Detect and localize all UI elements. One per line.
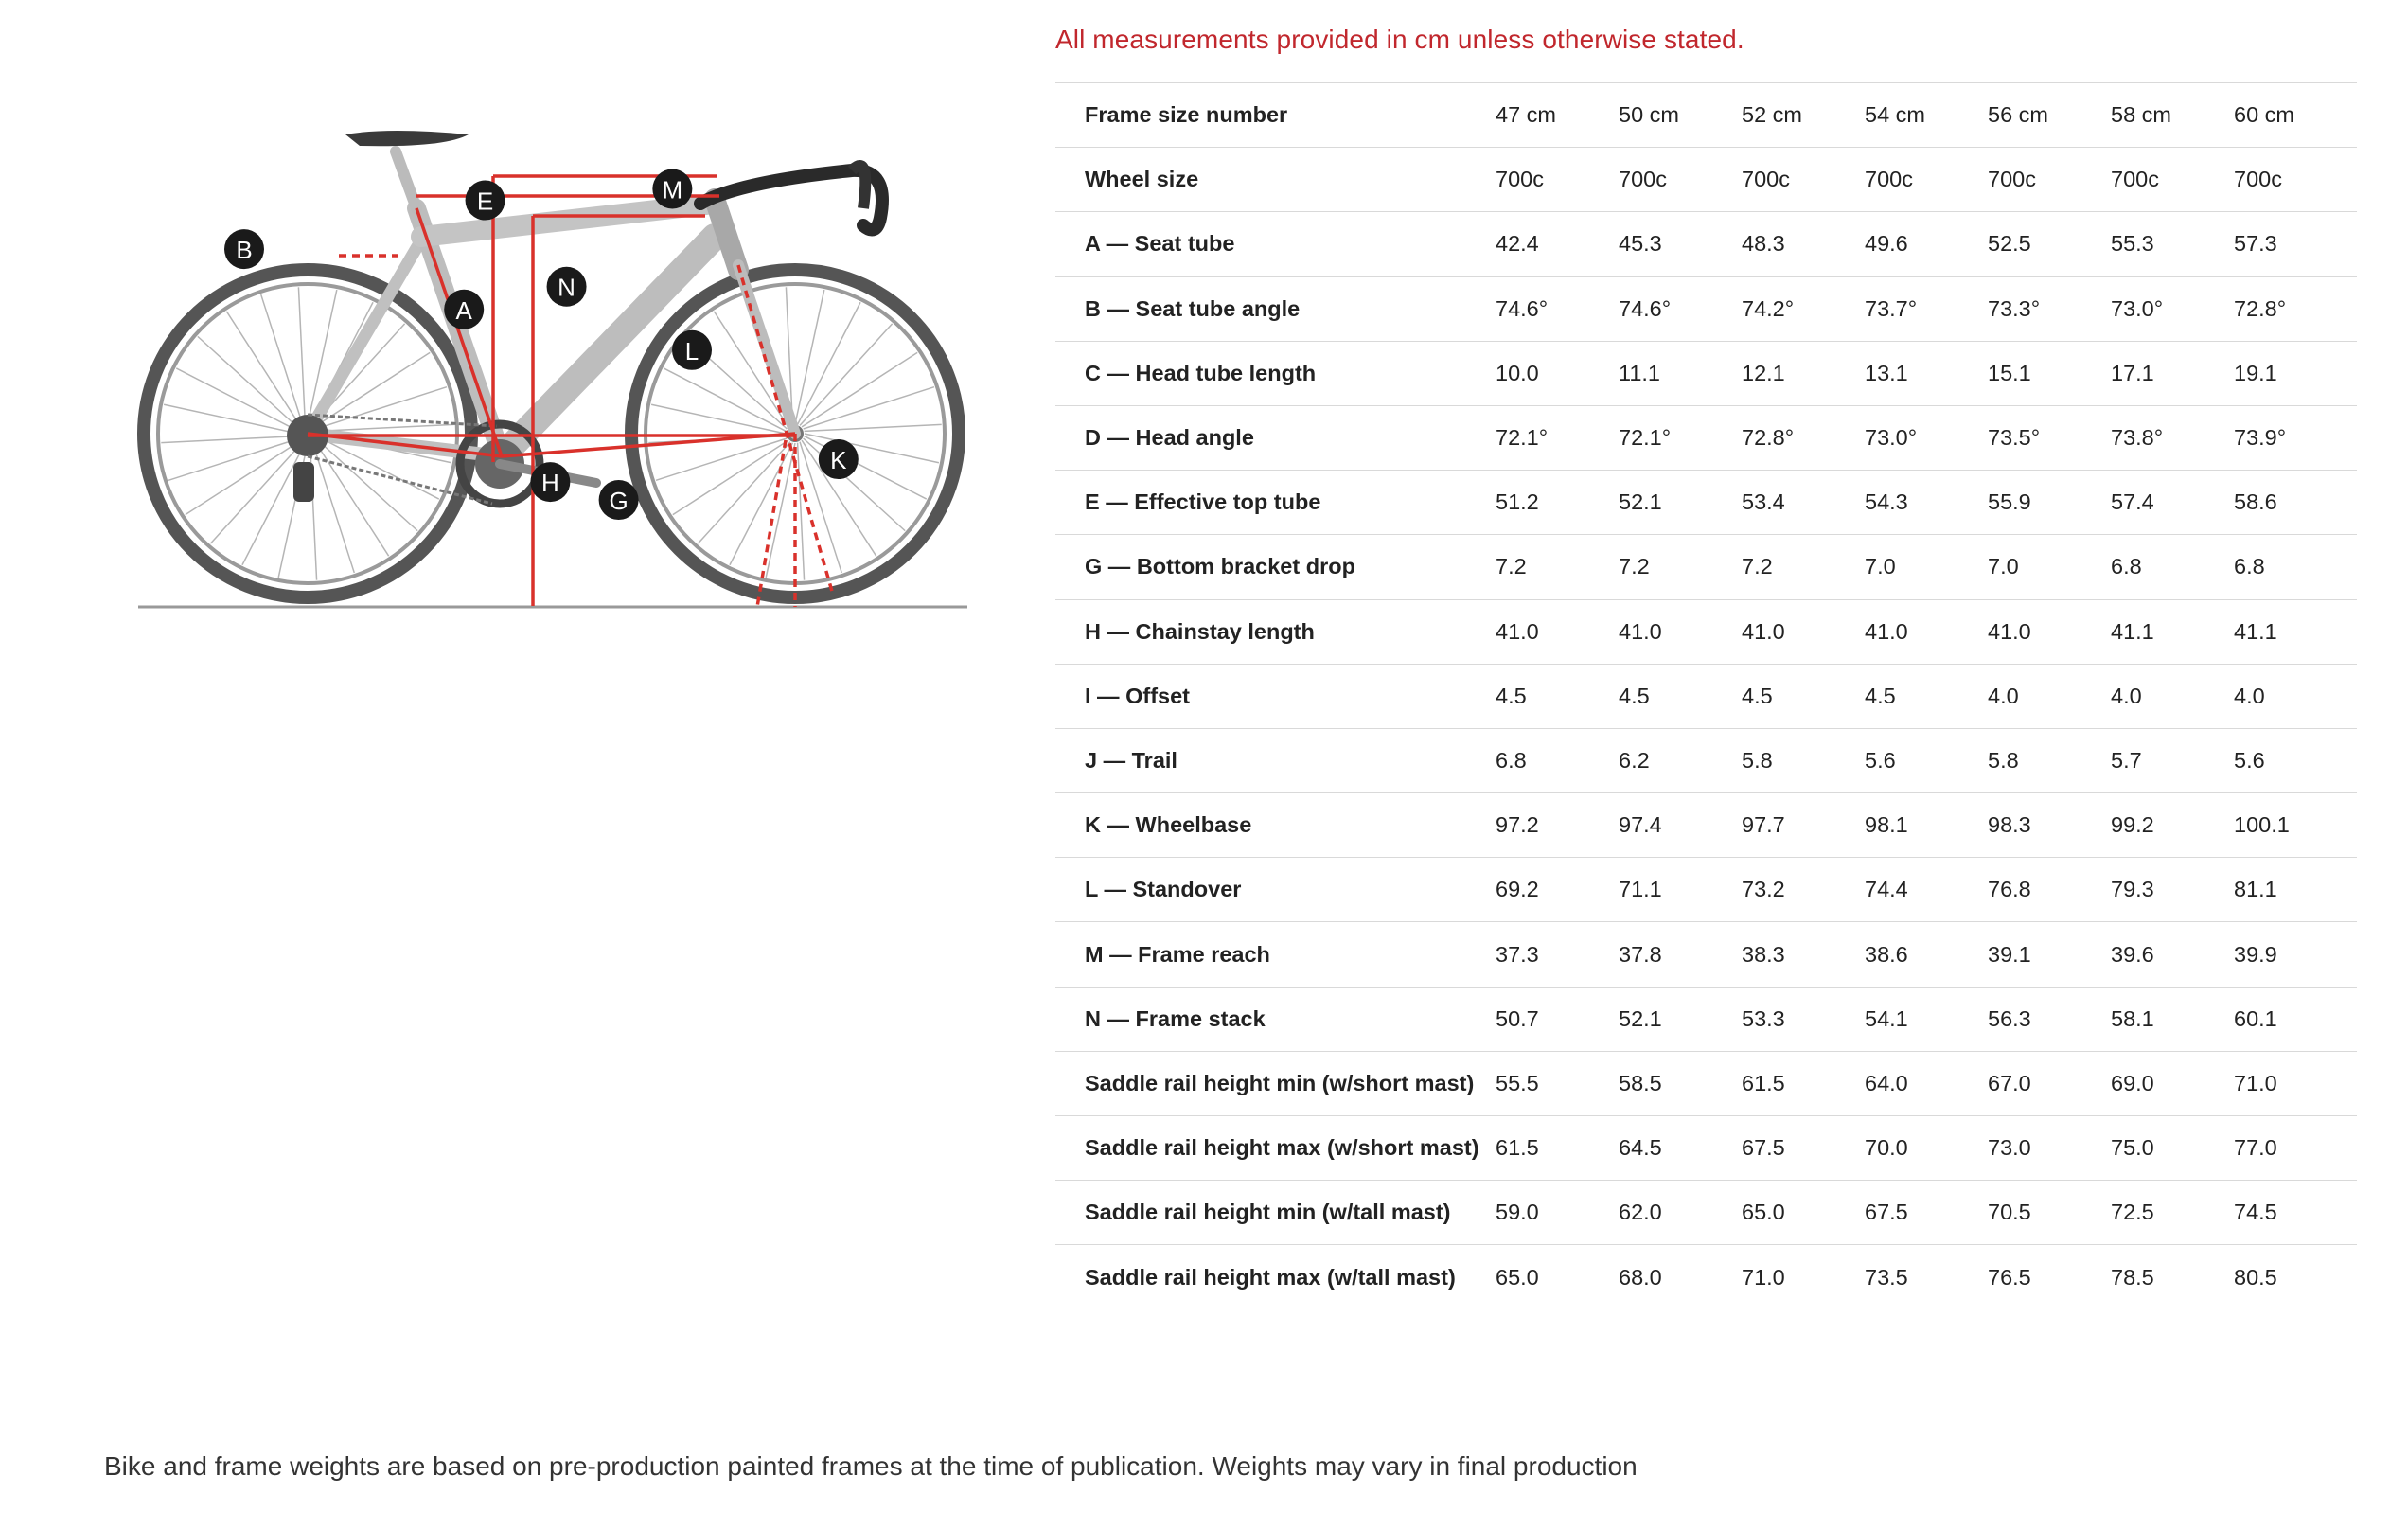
- row-value: 67.5: [1742, 1135, 1785, 1161]
- row-value: 700c: [1865, 167, 1913, 192]
- row-label: Saddle rail height min (w/short mast): [1085, 1070, 1475, 1095]
- row-value: 99.2: [2111, 812, 2154, 838]
- svg-text:H: H: [540, 469, 559, 498]
- row-label: H — Chainstay length: [1085, 618, 1315, 644]
- row-value: 50.7: [1496, 1006, 1539, 1031]
- row-value: 4.0: [2234, 683, 2265, 708]
- row-value: 78.5: [2111, 1264, 2154, 1290]
- row-value: 41.1: [2234, 618, 2277, 644]
- row-value: 10.0: [1496, 360, 1539, 385]
- row-value: 55.3: [2111, 231, 2154, 257]
- row-value: 61.5: [1496, 1135, 1539, 1161]
- table-row: [1055, 1116, 2357, 1181]
- row-value: 65.0: [1742, 1200, 1785, 1225]
- row-value: 70.0: [1865, 1135, 1908, 1161]
- row-value: 67.5: [1865, 1200, 1908, 1225]
- row-value: 51.2: [1496, 490, 1539, 515]
- row-value: 5.6: [1865, 747, 1896, 773]
- svg-text:L: L: [684, 336, 699, 365]
- row-value: 700c: [1742, 167, 1790, 192]
- row-value: 74.2°: [1742, 295, 1795, 321]
- header-size: 52 cm: [1742, 102, 1802, 128]
- row-value: 74.4: [1865, 877, 1908, 902]
- svg-text:E: E: [476, 187, 494, 216]
- row-value: 73.8°: [2111, 425, 2164, 451]
- row-value: 55.9: [1988, 490, 2031, 515]
- row-value: 48.3: [1742, 231, 1785, 257]
- row-label: Saddle rail height max (w/tall mast): [1085, 1264, 1456, 1290]
- svg-text:G: G: [609, 487, 629, 516]
- table-row: [1055, 1245, 2357, 1309]
- table-row: [1055, 1051, 2357, 1115]
- row-value: 71.0: [2234, 1070, 2277, 1095]
- row-value: 6.2: [1619, 747, 1650, 773]
- callout-k: [819, 439, 859, 479]
- row-value: 81.1: [2234, 877, 2277, 902]
- row-value: 72.8°: [2234, 295, 2287, 321]
- table-row: [1055, 212, 2357, 276]
- row-value: 72.8°: [1742, 425, 1795, 451]
- row-value: 13.1: [1865, 360, 1908, 385]
- row-label: M — Frame reach: [1085, 941, 1270, 967]
- footer-note: Bike and frame weights are based on pre-production painted frames at the time of publication. Weights may vary in final production: [104, 1451, 1638, 1481]
- row-label: D — Head angle: [1085, 425, 1254, 451]
- row-value: 57.3: [2234, 231, 2277, 257]
- row-value: 58.5: [1619, 1070, 1662, 1095]
- row-value: 98.3: [1988, 812, 2031, 838]
- row-value: 6.8: [1496, 747, 1527, 773]
- row-value: 73.0: [1988, 1135, 2031, 1161]
- row-label: Wheel size: [1085, 167, 1199, 192]
- row-value: 4.5: [1619, 683, 1650, 708]
- row-value: 67.0: [1988, 1070, 2031, 1095]
- row-value: 73.5: [1865, 1264, 1908, 1290]
- row-value: 76.5: [1988, 1264, 2031, 1290]
- table-row: [1055, 728, 2357, 792]
- row-value: 5.8: [1988, 747, 2019, 773]
- row-value: 5.7: [2111, 747, 2142, 773]
- row-value: 76.8: [1988, 877, 2031, 902]
- callout-a: [444, 290, 484, 329]
- header-size: 47 cm: [1496, 102, 1556, 128]
- row-value: 42.4: [1496, 231, 1539, 257]
- callout-n: [547, 267, 587, 307]
- row-value: 74.6°: [1496, 295, 1549, 321]
- row-value: 61.5: [1742, 1070, 1785, 1095]
- row-value: 41.0: [1496, 618, 1539, 644]
- row-value: 6.8: [2234, 554, 2265, 579]
- row-value: 39.9: [2234, 941, 2277, 967]
- row-label: C — Head tube length: [1085, 360, 1317, 385]
- row-value: 59.0: [1496, 1200, 1539, 1225]
- row-value: 39.1: [1988, 941, 2031, 967]
- row-value: 700c: [2111, 167, 2159, 192]
- row-label: J — Trail: [1085, 747, 1177, 773]
- table-row: [1055, 276, 2357, 341]
- row-value: 12.1: [1742, 360, 1785, 385]
- row-value: 72.1°: [1619, 425, 1672, 451]
- row-value: 45.3: [1619, 231, 1662, 257]
- row-value: 38.3: [1742, 941, 1785, 967]
- row-value: 4.5: [1496, 683, 1527, 708]
- row-value: 73.2: [1742, 877, 1785, 902]
- table-row: [1055, 341, 2357, 405]
- row-value: 700c: [2234, 167, 2282, 192]
- header-size: 50 cm: [1619, 102, 1679, 128]
- row-value: 55.5: [1496, 1070, 1539, 1095]
- row-value: 11.1: [1619, 360, 1660, 385]
- row-value: 52.1: [1619, 1006, 1662, 1031]
- table-row: [1055, 793, 2357, 858]
- row-value: 97.2: [1496, 812, 1539, 838]
- row-value: 5.6: [2234, 747, 2265, 773]
- row-value: 65.0: [1496, 1264, 1539, 1290]
- row-value: 7.0: [1988, 554, 2019, 579]
- row-value: 4.5: [1865, 683, 1896, 708]
- row-value: 19.1: [2234, 360, 2277, 385]
- row-label: Saddle rail height max (w/short mast): [1085, 1135, 1479, 1161]
- row-label: B — Seat tube angle: [1085, 295, 1301, 321]
- bike-geometry-diagram: [133, 114, 984, 625]
- saddle: [345, 131, 469, 146]
- row-value: 97.4: [1619, 812, 1662, 838]
- row-value: 97.7: [1742, 812, 1785, 838]
- row-value: 71.0: [1742, 1264, 1785, 1290]
- row-value: 4.0: [2111, 683, 2142, 708]
- row-value: 700c: [1988, 167, 2036, 192]
- row-value: 54.3: [1865, 490, 1908, 515]
- svg-text:B: B: [236, 236, 253, 265]
- header-size: 54 cm: [1865, 102, 1925, 128]
- table-row: [1055, 1181, 2357, 1245]
- row-value: 49.6: [1865, 231, 1908, 257]
- row-value: 5.8: [1742, 747, 1773, 773]
- row-value: 700c: [1619, 167, 1667, 192]
- row-value: 7.2: [1496, 554, 1527, 579]
- row-value: 62.0: [1619, 1200, 1662, 1225]
- table-row: [1055, 148, 2357, 212]
- row-value: 73.9°: [2234, 425, 2287, 451]
- row-value: 75.0: [2111, 1135, 2154, 1161]
- row-value: 58.6: [2234, 490, 2277, 515]
- row-value: 37.3: [1496, 941, 1539, 967]
- row-value: 54.1: [1865, 1006, 1908, 1031]
- table-row: [1055, 664, 2357, 728]
- row-value: 53.3: [1742, 1006, 1785, 1031]
- callout-e: [466, 181, 505, 221]
- row-value: 41.0: [1988, 618, 2031, 644]
- header-size: 58 cm: [2111, 102, 2171, 128]
- row-value: 77.0: [2234, 1135, 2277, 1161]
- row-value: 57.4: [2111, 490, 2154, 515]
- rear-derailleur: [293, 462, 314, 502]
- geometry-table: [1055, 82, 2357, 1309]
- svg-text:A: A: [455, 295, 472, 325]
- row-value: 4.5: [1742, 683, 1773, 708]
- row-value: 37.8: [1619, 941, 1662, 967]
- row-value: 73.0°: [2111, 295, 2164, 321]
- callout-m: [652, 169, 692, 209]
- row-value: 53.4: [1742, 490, 1785, 515]
- row-value: 69.2: [1496, 877, 1539, 902]
- row-label: G — Bottom bracket drop: [1085, 554, 1355, 579]
- row-value: 73.7°: [1865, 295, 1918, 321]
- row-value: 41.0: [1619, 618, 1662, 644]
- row-value: 4.0: [1988, 683, 2019, 708]
- row-value: 7.0: [1865, 554, 1896, 579]
- table-row: [1055, 405, 2357, 470]
- row-value: 64.5: [1619, 1135, 1662, 1161]
- row-value: 39.6: [2111, 941, 2154, 967]
- row-value: 73.3°: [1988, 295, 2041, 321]
- row-value: 52.5: [1988, 231, 2031, 257]
- row-value: 15.1: [1988, 360, 2031, 385]
- table-row: [1055, 599, 2357, 664]
- row-label: N — Frame stack: [1085, 1006, 1266, 1031]
- row-value: 7.2: [1619, 554, 1650, 579]
- svg-text:M: M: [662, 175, 683, 205]
- row-value: 41.0: [1865, 618, 1908, 644]
- table-row: [1055, 987, 2357, 1051]
- row-value: 17.1: [2111, 360, 2154, 385]
- row-value: 41.1: [2111, 618, 2154, 644]
- row-value: 58.1: [2111, 1006, 2154, 1031]
- callout-h: [530, 462, 570, 502]
- svg-text:K: K: [830, 446, 847, 475]
- row-value: 38.6: [1865, 941, 1908, 967]
- row-value: 56.3: [1988, 1006, 2031, 1031]
- header-size: 60 cm: [2234, 102, 2294, 128]
- row-value: 64.0: [1865, 1070, 1908, 1095]
- row-value: 71.1: [1619, 877, 1662, 902]
- row-value: 68.0: [1619, 1264, 1662, 1290]
- row-value: 72.5: [2111, 1200, 2154, 1225]
- row-value: 98.1: [1865, 812, 1908, 838]
- row-value: 80.5: [2234, 1264, 2277, 1290]
- row-value: 7.2: [1742, 554, 1773, 579]
- row-value: 60.1: [2234, 1006, 2277, 1031]
- measurement-note: All measurements provided in cm unless otherwise stated.: [1055, 25, 1744, 54]
- row-value: 74.6°: [1619, 295, 1672, 321]
- row-value: 100.1: [2234, 812, 2290, 838]
- table-row: [1055, 471, 2357, 535]
- row-value: 69.0: [2111, 1070, 2154, 1095]
- row-label: E — Effective top tube: [1085, 490, 1321, 515]
- row-value: 72.1°: [1496, 425, 1549, 451]
- callout-g: [599, 480, 639, 520]
- row-label: A — Seat tube: [1085, 231, 1235, 257]
- row-value: 52.1: [1619, 490, 1662, 515]
- table-header-row: [1055, 83, 2357, 148]
- row-label: Saddle rail height min (w/tall mast): [1085, 1200, 1451, 1225]
- row-label: I — Offset: [1085, 683, 1190, 708]
- table-row: [1055, 858, 2357, 922]
- row-value: 74.5: [2234, 1200, 2277, 1225]
- header-label: Frame size number: [1085, 102, 1288, 128]
- table-row: [1055, 535, 2357, 599]
- header-size: 56 cm: [1988, 102, 2048, 128]
- row-value: 73.0°: [1865, 425, 1918, 451]
- row-value: 6.8: [2111, 554, 2142, 579]
- row-value: 700c: [1496, 167, 1544, 192]
- row-value: 41.0: [1742, 618, 1785, 644]
- callout-b: [224, 229, 264, 269]
- row-label: L — Standover: [1085, 877, 1242, 902]
- row-value: 70.5: [1988, 1200, 2031, 1225]
- svg-text:N: N: [558, 273, 575, 302]
- row-value: 73.5°: [1988, 425, 2041, 451]
- table-row: [1055, 922, 2357, 987]
- callout-l: [672, 330, 712, 370]
- row-value: 79.3: [2111, 877, 2154, 902]
- row-label: K — Wheelbase: [1085, 812, 1252, 838]
